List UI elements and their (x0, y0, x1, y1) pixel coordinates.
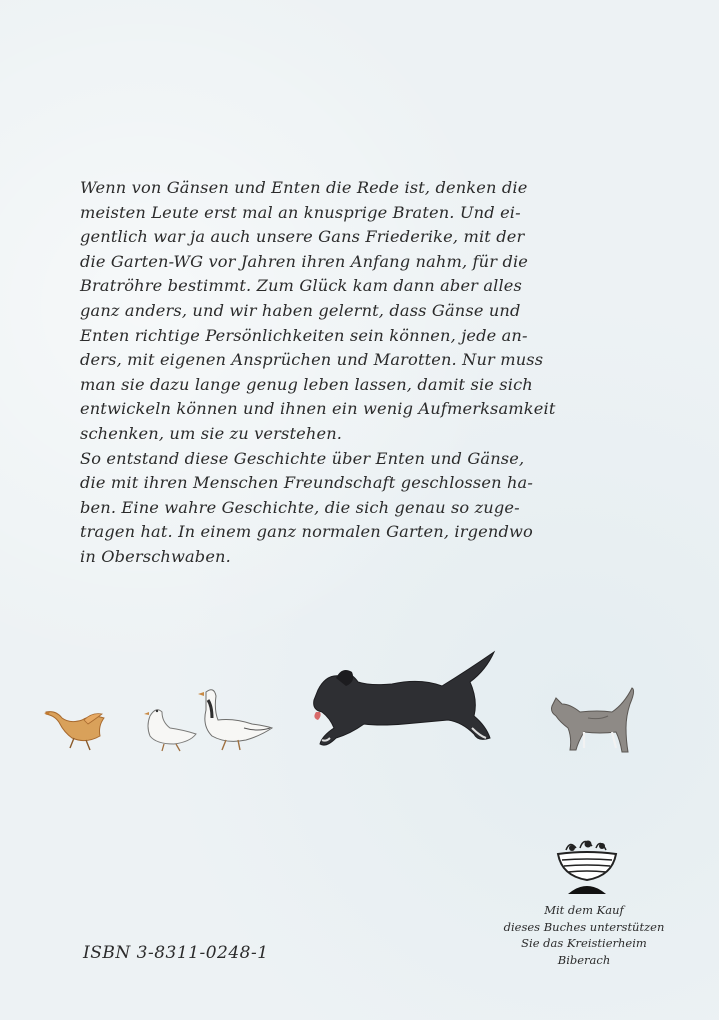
blurb-line: ganz anders, und wir haben gelernt, dass Gänse und (80, 300, 521, 320)
blurb-line: Enten richtige Persönlichkeiten sein können, jede an- (80, 325, 528, 345)
blurb-line: ben. Eine wahre Geschichte, die sich genau so zuge- (80, 497, 520, 517)
white-duck-illustration (144, 710, 196, 751)
blurb-line: man sie dazu lange genug leben lassen, damit sie sich (80, 374, 533, 394)
blurb-line: die mit ihren Menschen Freundschaft geschlossen ha- (80, 473, 533, 493)
support-note (486, 902, 682, 968)
blurb-line: So entstand diese Geschichte über Enten und Gänse, (80, 448, 525, 468)
support-note-line: Mit dem Kauf (544, 903, 624, 917)
blurb-line: Bratröhre bestimmt. Zum Glück kam dann aber alles (80, 276, 522, 296)
animal-parade-illustration (0, 640, 719, 770)
support-note-line: Sie das Kreistierheim (521, 936, 647, 950)
support-note-line: dieses Buches unterstützen (503, 919, 665, 934)
blurb-line: schenken, um sie zu verstehen. (80, 423, 343, 443)
blurb-line: gentlich war ja auch unsere Gans Friederike, mit der (80, 227, 525, 247)
blurb-line: Wenn von Gänsen und Enten die Rede ist, denken die (80, 178, 528, 197)
blurb-text (80, 176, 580, 570)
goose-illustration (198, 690, 272, 750)
duck-illustration (44, 712, 104, 750)
blurb-line: entwickeln können und ihnen ein wenig Aufmerksamkeit (80, 399, 556, 419)
blurb-line: die Garten-WG vor Jahren ihren Anfang nahm, für die (80, 251, 529, 271)
cat-illustration (552, 688, 634, 752)
ark-logo (552, 832, 622, 898)
isbn-number: ISBN 3-8311-0248-1 (83, 943, 269, 963)
blurb-line: ders, mit eigenen Ansprüchen und Marotten. Nur muss (80, 350, 544, 370)
blurb-line: tragen hat. In einem ganz normalen Garten, irgendwo (80, 522, 533, 542)
blurb-line: meisten Leute erst mal an knusprige Braten. Und ei- (80, 202, 521, 222)
blurb-line: in Oberschwaben. (80, 546, 231, 566)
dog-illustration (314, 652, 494, 745)
support-note-line: Biberach (557, 952, 611, 967)
